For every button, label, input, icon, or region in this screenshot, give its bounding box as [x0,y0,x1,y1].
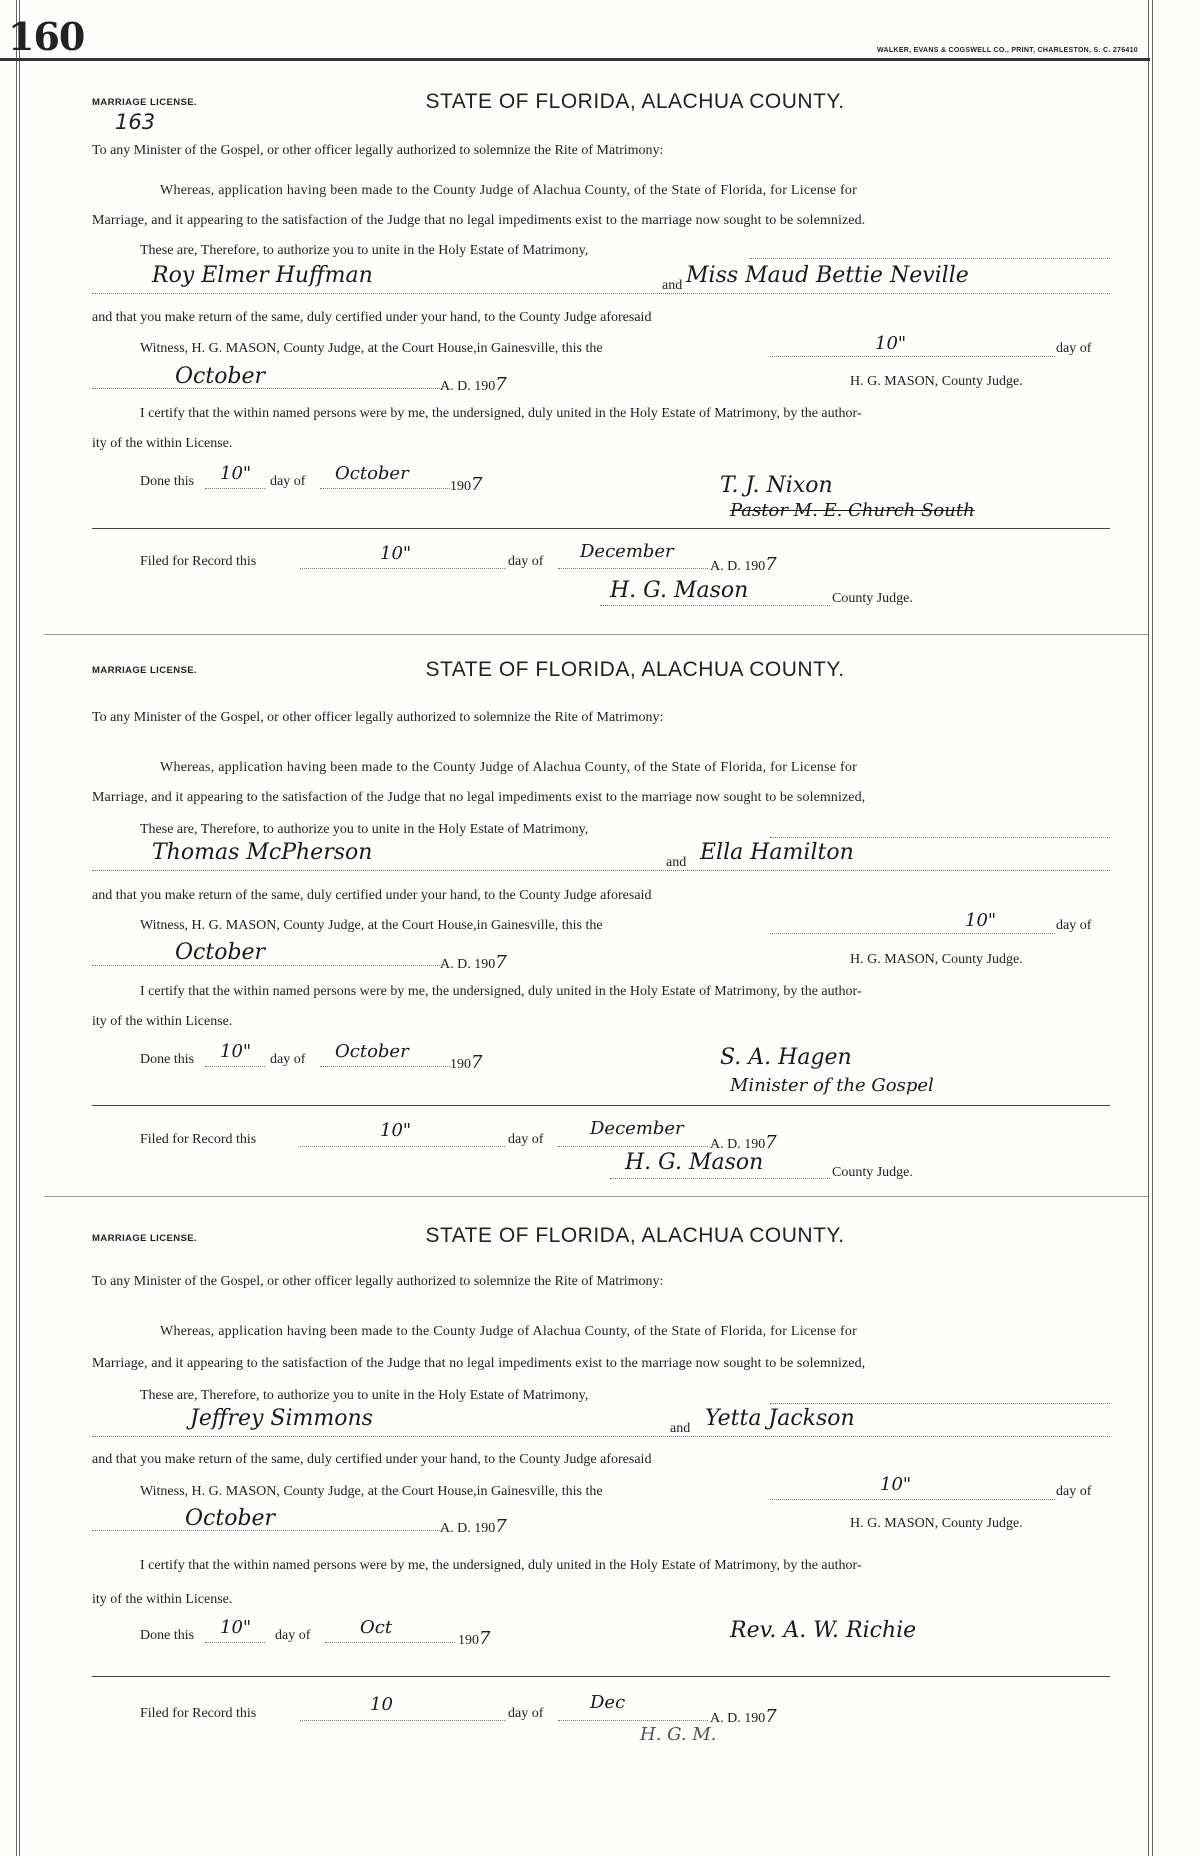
filed-ad-prefix: A. D. 190 [710,1711,766,1726]
license-section-3 [80,1218,1110,1758]
these-are-line: These are, Therefore, to authorize you to unite in the Holy Estate of Matrimony, [140,243,589,258]
ad-prefix: A. D. 190 [440,957,496,972]
filed-month: December [590,1118,684,1139]
license-section-1 [80,88,1110,608]
whereas-line-1: Whereas, application having been made to the County Judge of Alachua County, of the State of Florida, for License for [160,760,858,775]
done-day: 10" [220,463,252,484]
and-label: and [662,278,683,293]
done-day: 10" [220,1617,252,1638]
dotted-rule [770,837,1110,838]
whereas-line-1: Whereas, application having been made to the County Judge of Alachua County, of the State of Florida, for License for [160,183,858,198]
witness-day: 10" [880,1474,912,1495]
officiant-title: Pastor M. E. Church South [730,500,975,521]
done-year [450,1052,482,1073]
dotted-rule [300,1146,505,1147]
dotted-rule [205,1642,265,1643]
day-of-label: day of [1056,1484,1092,1499]
filed-for-record-label: Filed for Record this [140,1132,257,1147]
ad-label [440,1516,507,1537]
witness-month: October [175,364,266,389]
certify-line-2: ity of the within License. [92,1014,233,1029]
county-judge-label: County Judge. [832,1165,913,1180]
whereas-line-1: Whereas, application having been made to the County Judge of Alachua County, of the State of Florida, for License for [160,1324,858,1339]
witness-day: 10" [875,333,907,354]
filed-for-record-label: Filed for Record this [140,1706,257,1721]
done-year-digit: 7 [471,474,483,495]
return-line: and that you make return of the same, duly certified under your hand, to the County Judge aforesaid [92,888,652,903]
groom-name: Thomas McPherson [152,840,373,865]
done-this-label: Done this [140,1628,195,1643]
judge-signature-print: H. G. MASON, County Judge. [850,374,1023,389]
dotted-rule [92,870,1110,871]
done-year-prefix: 190 [458,1633,479,1648]
filed-year-digit: 7 [765,1706,777,1727]
filed-month: December [580,541,674,562]
filed-day: 10 [370,1694,393,1715]
officiant-signature: S. A. Hagen [720,1045,852,1070]
done-day-of-label: day of [275,1628,311,1643]
witness-day: 10" [965,910,997,931]
section-separator [44,1196,1148,1197]
done-month: Oct [360,1617,393,1638]
done-day-of-label: day of [270,1052,306,1067]
dotted-rule [205,1066,265,1067]
certify-line-2: ity of the within License. [92,1592,233,1607]
judge-signature-print: H. G. MASON, County Judge. [850,1516,1023,1531]
clerk-signature: H. G. Mason [610,578,749,603]
dotted-rule [558,568,708,569]
address-line: To any Minister of the Gospel, or other officer legally authorized to solemnize the Rite of Matrimony: [92,1274,664,1289]
dotted-rule [300,1720,505,1721]
section-divider [92,1105,1110,1106]
done-month: October [335,463,409,484]
dotted-rule [770,1499,1055,1500]
filed-day: 10" [380,543,412,564]
whereas-line-2: Marriage, and it appearing to the satisfaction of the Judge that no legal impediments exist to the marriage now sought to be solemnized. [92,213,866,228]
left-margin-line-1 [16,0,17,1856]
dotted-rule [320,1066,450,1067]
done-year-prefix: 190 [450,1057,471,1072]
filed-month: Dec [590,1692,626,1713]
right-margin-line-2 [1152,0,1153,1856]
page-number: 160 [8,14,85,59]
filed-day-of-label: day of [508,1132,544,1147]
state-title: STATE OF FLORIDA, ALACHUA COUNTY. [425,1224,845,1247]
done-month: October [335,1041,409,1062]
section-divider [92,1676,1110,1677]
dotted-rule [92,965,442,966]
ad-label [440,952,507,973]
and-label: and [670,1421,691,1436]
filed-ad [710,1706,777,1727]
filed-day-of-label: day of [508,1706,544,1721]
witness-month: October [175,940,266,965]
done-this-label: Done this [140,1052,195,1067]
dotted-rule [92,293,1110,294]
county-judge-label: County Judge. [832,591,913,606]
done-day: 10" [220,1041,252,1062]
these-are-line: These are, Therefore, to authorize you to unite in the Holy Estate of Matrimony, [140,822,589,837]
dotted-rule [770,356,1055,357]
filed-for-record-label: Filed for Record this [140,554,257,569]
filed-ad-prefix: A. D. 190 [710,559,766,574]
done-year-digit: 7 [471,1052,483,1073]
marriage-license-label: MARRIAGE LICENSE. [92,665,197,676]
return-line: and that you make return of the same, duly certified under your hand, to the County Judge aforesaid [92,1452,652,1467]
groom-name: Roy Elmer Huffman [152,263,373,288]
header-rule [0,58,1150,61]
officiant-title: Minister of the Gospel [730,1075,934,1096]
ad-label [440,374,507,395]
dotted-rule [770,1403,1110,1404]
bride-name: Yetta Jackson [705,1406,855,1431]
filed-ad [710,554,777,575]
dotted-rule [558,1720,708,1721]
dotted-rule [325,1642,455,1643]
dotted-rule [92,388,442,389]
done-year [450,474,482,495]
ad-year-digit: 7 [495,952,507,973]
clerk-signature: H. G. M. [640,1724,717,1745]
section-separator [44,634,1148,635]
filed-year-digit: 7 [765,554,777,575]
address-line: To any Minister of the Gospel, or other officer legally authorized to solemnize the Rite of Matrimony: [92,143,664,158]
marriage-license-label: MARRIAGE LICENSE. [92,97,197,108]
ad-prefix: A. D. 190 [440,1521,496,1536]
printer-imprint: WALKER, EVANS & COGSWELL CO., PRINT, CHARLESTON, S. C. 276410 [876,47,1138,54]
bride-name: Ella Hamilton [700,840,854,865]
done-year [458,1628,490,1649]
dotted-rule [750,258,1110,259]
whereas-line-2: Marriage, and it appearing to the satisfaction of the Judge that no legal impediments exist to the marriage now sought to be solemnized, [92,790,866,805]
certify-line-1: I certify that the within named persons were by me, the undersigned, duly united in the Holy Estate of Matrimony, by the author- [140,984,862,999]
certify-line-2: ity of the within License. [92,436,233,451]
left-margin-line-2 [19,0,20,1856]
filed-day: 10" [380,1120,412,1141]
ad-prefix: A. D. 190 [440,379,496,394]
done-this-label: Done this [140,474,195,489]
these-are-line: These are, Therefore, to authorize you to unite in the Holy Estate of Matrimony, [140,1388,589,1403]
day-of-label: day of [1056,341,1092,356]
license-section-2 [80,660,1110,1180]
witness-month: October [185,1506,276,1531]
dotted-rule [320,488,450,489]
filed-ad-prefix: A. D. 190 [710,1137,766,1152]
and-label: and [666,855,687,870]
dotted-rule [770,933,1055,934]
dotted-rule [92,1436,1110,1437]
judge-signature-print: H. G. MASON, County Judge. [850,952,1023,967]
ad-year-digit: 7 [495,374,507,395]
dotted-rule [300,568,505,569]
witness-line: Witness, H. G. MASON, County Judge, at the Court House,in Gainesville, this the [140,1484,603,1499]
certify-line-1: I certify that the within named persons were by me, the undersigned, duly united in the Holy Estate of Matrimony, by the author- [140,1558,862,1573]
section-divider [92,528,1110,529]
witness-line: Witness, H. G. MASON, County Judge, at the Court House,in Gainesville, this the [140,918,603,933]
marriage-license-label: MARRIAGE LICENSE. [92,1233,197,1244]
dotted-rule [205,488,265,489]
officiant-signature: Rev. A. W. Richie [730,1618,917,1643]
bride-name: Miss Maud Bettie Neville [686,263,969,288]
officiant-signature: T. J. Nixon [720,473,833,498]
state-title: STATE OF FLORIDA, ALACHUA COUNTY. [425,658,845,681]
clerk-signature: H. G. Mason [625,1150,764,1175]
day-of-label: day of [1056,918,1092,933]
right-margin-line-1 [1148,0,1149,1856]
done-day-of-label: day of [270,474,306,489]
license-number: 163 [115,110,156,134]
done-year-prefix: 190 [450,479,471,494]
certify-line-1: I certify that the within named persons were by me, the undersigned, duly united in the Holy Estate of Matrimony, by the author- [140,406,862,421]
return-line: and that you make return of the same, duly certified under your hand, to the County Judge aforesaid [92,310,652,325]
filed-day-of-label: day of [508,554,544,569]
witness-line: Witness, H. G. MASON, County Judge, at the Court House,in Gainesville, this the [140,341,603,356]
groom-name: Jeffrey Simmons [190,1406,373,1431]
dotted-rule [558,1146,708,1147]
state-title: STATE OF FLORIDA, ALACHUA COUNTY. [425,90,845,113]
address-line: To any Minister of the Gospel, or other officer legally authorized to solemnize the Rite of Matrimony: [92,710,664,725]
whereas-line-2: Marriage, and it appearing to the satisfaction of the Judge that no legal impediments exist to the marriage now sought to be solemnized, [92,1356,866,1371]
done-year-digit: 7 [479,1628,491,1649]
dotted-rule [600,605,830,606]
ad-year-digit: 7 [495,1516,507,1537]
filed-year-digit: 7 [765,1132,777,1153]
dotted-rule [610,1178,830,1179]
